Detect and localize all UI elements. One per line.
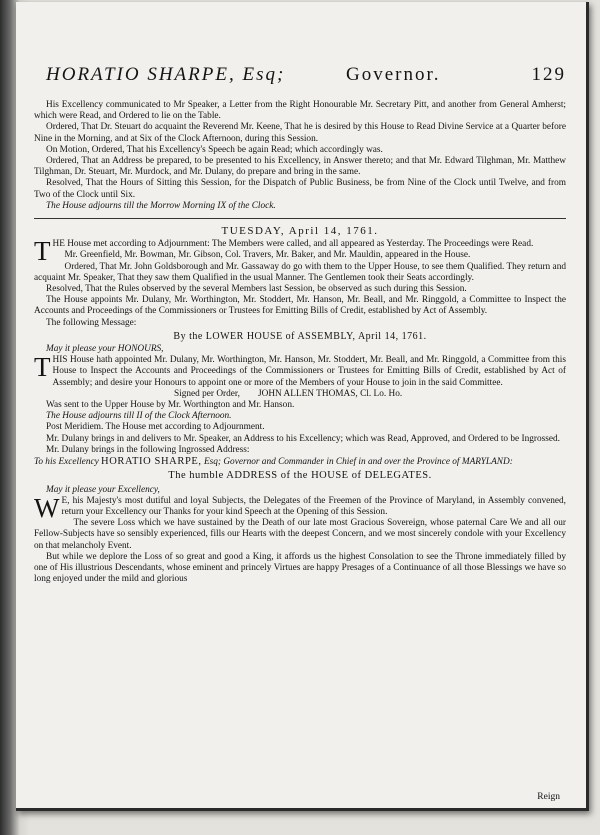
message-body-text: HIS House hath appointed Mr. Dulany, Mr. Worthington, Mr. Hanson, Mr. Stoddert, Mr. Beall, and Mr. Ringgold, a Committee from this House to Inspect the Accounts and Proceedings of the Commissioners or Trustees for Emitting Bills of Credit, established by Act of Assembly; and desire your Honours to appoint one or more of the Members of your House to join in the said Committee. (52, 355, 566, 388)
message-body (34, 352, 566, 389)
running-head-title: Governor. (346, 64, 441, 85)
address-to-name: HORATIO SHARPE, (101, 456, 202, 468)
message-signature (34, 389, 566, 400)
address-paragraph-loss: The severe Loss which we have sustained by the Death of our late most Gracious Sovereign, whose paternal Care We and all our Fellow-Subjects have so sensibly experienced, fills our Hearts with the deepest Concern, and we most sincerely condole with your Excellency on that melancholy Event. (34, 518, 566, 551)
paragraph-address-approved: Mr. Dulany brings in and delivers to Mr. Speaker, an Address to his Excellency; which was Read, Approved, and Ordered to be Ingrossed. (46, 433, 560, 444)
paragraph-speech-read: On Motion, Ordered, That his Excellency's Speech be again Read; which accordingly was. (46, 144, 383, 155)
running-head: HORATIO SHARPE, Esq; (46, 64, 286, 85)
catchword: Reign (537, 792, 560, 802)
paragraph-ingrossed-address: Mr. Dulany brings in the following Ingrossed Address: (46, 444, 250, 455)
address-opening-text: E, his Majesty's most dutiful and loyal Subjects, the Delegates of the Freemen of the Province of Maryland, in Assembly convened, return your Excellency our Thanks for your kind Speech at the Opening of this Session. (61, 495, 566, 517)
paragraph-following-message: The following Message: (46, 317, 137, 328)
paragraph-address-ordered: Ordered, That an Address be prepared, to be presented to his Excellency, in Answer thereto; and that Mr. Edward Tilghman, Mr. Matthew Tilghman, Dr. Steuart, Mr. Murdock, and Mr. Dulany, do prepare and bring in the same. (34, 156, 566, 178)
paragraph-qualified: Ordered, That Mr. John Goldsborough and Mr. Gassaway do go with them to the Upper House, to see them Qualified. They return and acquaint Mr. Speaker, That they saw them Qualified in the usual Manner. The Gentlemen took their Seats accordingly. (34, 261, 566, 283)
paragraph-divine-service: Ordered, That Dr. Steuart do acquaint the Reverend Mr. Keene, That he is desired by this House to Read Divine Service at a Quarter before Nine in the Morning, and at Six of the Clock Afternoon, during this Session. (34, 122, 566, 144)
address-paragraph-throne: But while we deplore the Loss of so great and good a King, it affords us the highest Consolation to see the Throne immediately filled by one of His illustrious Descendants, whose eminent and princely Virtues are happy Presages of a Continuance of all those Blessings we have so long enjoyed under the mild and glorious (34, 551, 566, 585)
message-heading: By the LOWER HOUSE of ASSEMBLY, April 14, 1761. (173, 330, 427, 342)
message-salutation: May it please your HONOURS, (46, 344, 164, 355)
paragraph-members-appeared: Mr. Greenfield, Mr. Bowman, Mr. Gibson, Col. Travers, Mr. Baker, and Mr. Mauldin, appeared in the House. (64, 250, 471, 261)
address-title: The humble ADDRESS of the HOUSE of DELEGATES. (168, 470, 432, 482)
drop-cap: T (34, 236, 51, 267)
paragraph-hours-resolved: Resolved, That the Hours of Sitting this Session, for the Dispatch of Public Business, be from Nine of the Clock until Twelve, and from Two of the Clock until Six. (34, 178, 566, 200)
drop-cap: T (34, 352, 51, 383)
paragraph-letter: His Excellency communicated to Mr Speaker, a Letter from the Right Honourable Mr. Secretary Pitt, and another from General Amherst; which were Read, and Ordered to lie on the Table. (34, 100, 566, 122)
address-to-prefix: To his Excellency (34, 457, 99, 468)
page-body (34, 100, 566, 585)
paragraph-sent-upper-house: Was sent to the Upper House by Mr. Worthington and Mr. Hanson. (46, 400, 295, 411)
signed-per-order: Signed per Order, (174, 388, 240, 399)
address-to-rest: Esq; Governor and Commander in Chief in and over the Province of MARYLAND: (203, 457, 513, 468)
page-header (46, 64, 566, 90)
paragraph-committee-appointed: The House appoints Mr. Dulany, Mr. Worthington, Mr. Stoddert, Mr. Hanson, Mr. Beall, and Mr. Ringgold, a Committee to Inspect the Accounts and Proceedings of the Commissioners or Trustees for Emitting Bills of Credit, established by Act of Assembly. (34, 295, 566, 317)
paragraph-post-meridiem: Post Meridiem. The House met according to Adjournment. (46, 422, 265, 433)
date-heading: TUESDAY, April 14, 1761. (221, 225, 379, 238)
address-salutation: May it please your Excellency, (46, 484, 160, 495)
address-opening (34, 492, 566, 523)
adjournment-note: The House adjourns till the Morrow Morning IX of the Clock. (46, 200, 276, 211)
signer-name: JOHN ALLEN THOMAS, Cl. Lo. Ho. (257, 388, 403, 399)
drop-cap: W (34, 492, 60, 523)
section-divider (34, 218, 566, 219)
document-page (16, 2, 589, 811)
address-recipient (34, 456, 566, 468)
paragraph-house-met-text: HE House met according to Adjournment: The Members were called, and all appeared as Yesterday. The Proceedings were Read. (52, 239, 534, 250)
paragraph-rules-resolved: Resolved, That the Rules observed by the several Members last Session, be observed as such during this Session. (46, 284, 467, 295)
adjournment-afternoon: The House adjourns till II of the Clock Afternoon. (46, 411, 232, 422)
page-number: 129 (531, 64, 566, 85)
